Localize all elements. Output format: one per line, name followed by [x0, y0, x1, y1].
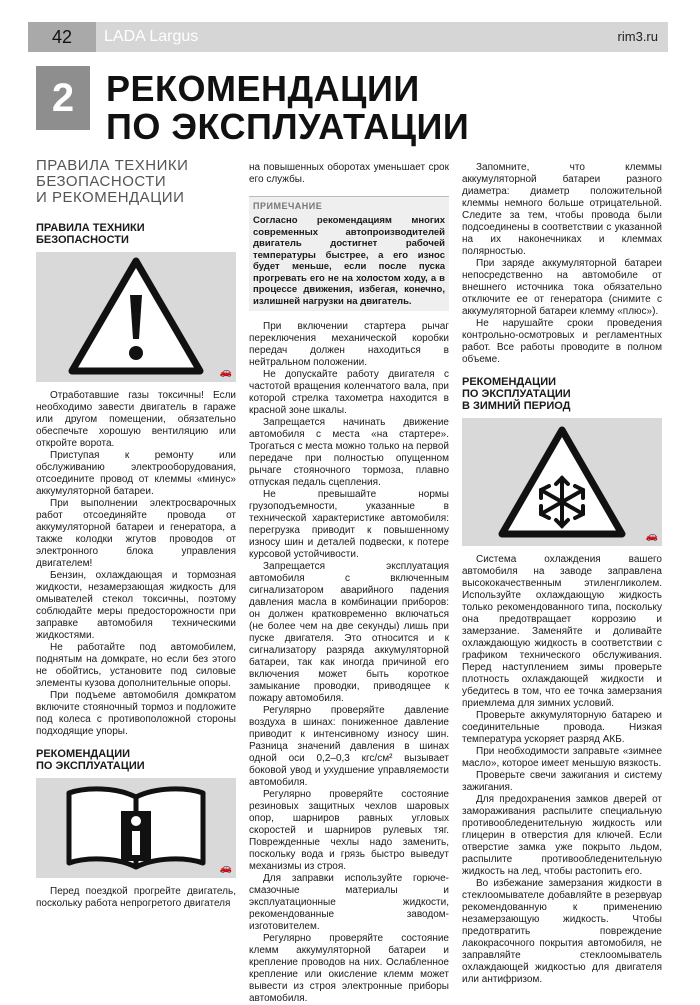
chapter-title-line1: РЕКОМЕНДАЦИИ: [106, 68, 420, 109]
column-right: [462, 162, 662, 986]
subheading-winter-line2: ПО ЭКСПЛУАТАЦИИ: [462, 388, 571, 400]
section-title-line1: ПРАВИЛА ТЕХНИКИ: [36, 157, 189, 174]
paragraph: Перед поездкой прогрейте двигатель, поскольку работа непрогретого двигателя: [36, 886, 236, 909]
paragraph: Не работайте под автомобилем, поднятым на домкрате, но если без этого не обойтись, установите под силовые элементы кузова дополнительные опоры.: [36, 642, 236, 689]
subheading-safety-line1: ПРАВИЛА ТЕХНИКИ: [36, 222, 145, 234]
chapter-number: 2: [36, 66, 90, 130]
chapter-title-line2: ПО ЭКСПЛУАТАЦИИ: [106, 106, 470, 147]
snowflake-warning-icon: [496, 424, 628, 540]
paragraph: Запомните, что клеммы аккумуляторной батареи разного диаметра: диаметр положительной клеммы немного больше отрицательной. Следите за тем, чтобы провода были подсоединены в соответствии с указанной на их наконечниках и клеммах полярностью.: [462, 162, 662, 257]
subheading-winter: [462, 376, 662, 412]
subheading-safety: [36, 222, 236, 246]
page-header: [28, 22, 668, 52]
paragraph: Регулярно проверяйте давление воздуха в шинах: пониженное давление приводит к интенсивному износу шин. Разница значений давления в шинах одной оси 0,2–0,3 кгс/см² вызывает боковой увод и ухудшение управляемости автомобиля.: [249, 705, 449, 788]
paragraph: Проверьте свечи зажигания и систему зажигания.: [462, 770, 662, 793]
paragraph: При подъеме автомобиля домкратом включите стояночный тормоз и подложите под колеса с противоположной стороны подходящие упоры.: [36, 690, 236, 737]
paragraph: Проверьте аккумуляторную батарею и соединительные провода. Низкая температура ускоряет разряд АКБ.: [462, 710, 662, 745]
subheading-operation: [36, 748, 236, 772]
paragraph: При выполнении электросварочных работ отсоединяйте провода от аккумуляторной батареи и генератора, а также колодки жгутов проводов от электронного блока управления двигателем!: [36, 498, 236, 569]
paragraph: на повышенных оборотах уменьшает срок его службы.: [249, 162, 449, 185]
page-number: 42: [28, 22, 96, 52]
note-box: [249, 196, 449, 311]
subheading-operation-line1: РЕКОМЕНДАЦИИ: [36, 748, 131, 760]
section-title-line2: БЕЗОПАСНОСТИ: [36, 173, 167, 190]
note-label: ПРИМЕЧАНИЕ: [253, 201, 323, 211]
paragraph: Запрещается эксплуатация автомобиля с включенным сигнализатором аварийного падения давления масла в комбинации приборов: он должен кратковременно включаться (не более чем на две секунды) лишь при пуске двигателя. Это относится и к сигнализатору разряда аккумуляторной батареи, так как иногда причиной его включения может быть короткое замыкание проводки, приводящее к пожару автомобиля.: [249, 561, 449, 704]
car-icon: 🚗: [219, 367, 232, 378]
manual-figure: [36, 778, 236, 878]
paragraph: При заряде аккумуляторной батареи непосредственно на автомобиле от внешнего источника тока обязательно отключите ее от генератора (снимите с аккумуляторной батареи клемму «плюс»).: [462, 258, 662, 317]
paragraph: Не превышайте нормы грузоподъемности, указанные в технической характеристике автомобиля: перегрузка приводит к повышенному износу шин и деталей подвески, к потере курсовой устойчивости.: [249, 489, 449, 560]
paragraph: Не нарушайте сроки проведения контрольно-осмотровых и регламентных работ. Все работы проводите в полном объеме.: [462, 318, 662, 365]
paragraph: Запрещается начинать движение автомобиля с места «на стартере». Трогаться с места можно только на первой передаче при полностью опущенном рычаге стояночного тормоза, плавно отпуская педаль сцепления.: [249, 417, 449, 488]
paragraph: Не допускайте работу двигателя с частотой вращения коленчатого вала, при которой стрелка тахометра находится в красной зоне шкалы.: [249, 369, 449, 416]
section-title: [36, 158, 236, 206]
section-title-line3: И РЕКОМЕНДАЦИИ: [36, 189, 185, 206]
subheading-winter-line3: В ЗИМНИЙ ПЕРИОД: [462, 400, 571, 412]
paragraph: Для предохранения замков дверей от замораживания распылите специальную противообледенительную жидкость или глицерин в отверстия для ключей. Если отверстие замка уже покрыто льдом, распылите противообледенительную жидкость на лед, чтобы растопить его.: [462, 794, 662, 877]
book-info-icon: [61, 783, 211, 873]
paragraph: Бензин, охлаждающая и тормозная жидкости, незамерзающая жидкость для омывателей стекол токсичны, поэтому соблюдайте меры предосторожности при заправке автомобиля техническими жидкостями.: [36, 570, 236, 641]
car-icon: 🚗: [645, 531, 658, 542]
warning-triangle-icon: [68, 257, 204, 377]
paragraph: При необходимости заправьте «зимнее масло», которое имеет меньшую вязкость.: [462, 746, 662, 769]
paragraph: Регулярно проверяйте состояние резиновых защитных чехлов шаровых опор, шарниров равных угловых скоростей и шарниров рулевых тяг. Поврежденные чехлы надо заменить, поскольку вода и грязь быстро выведут механизмы из строя.: [249, 789, 449, 872]
paragraph: Для заправки используйте горюче-смазочные материалы и эксплуатационные жидкости, рекомендованные заводом-изготовителем.: [249, 873, 449, 932]
site-name: rim3.ru: [617, 29, 658, 44]
subheading-winter-line1: РЕКОМЕНДАЦИИ: [462, 376, 557, 388]
paragraph: Система охлаждения вашего автомобиля на заводе заправлена высококачественным этиленгликолем. Используйте охлаждающую жидкость только рекомендованного типа, поскольку она предотвращает коррозию и замерзание. Заменяйте и доливайте охлаждающую жидкость в соответствии с графиком технического обслуживания. Перед наступлением зимы проверьте плотность охлаждающей жидкости и убедитесь в том, что ее точка замерзания приемлема для зимних условий.: [462, 554, 662, 709]
winter-figure: [462, 418, 662, 546]
subheading-safety-line2: БЕЗОПАСНОСТИ: [36, 234, 129, 246]
book-title: LADA Largus: [104, 28, 199, 45]
note-text: Согласно рекомендациям многих современных автопроизводителей двигатель достигнет рабочей температуры быстрее, а его износ будет меньше, если после пуска прогревать его не на холостом ходу, а в процессе движения, избегая, конечно, излишней нагрузки на двигатель.: [253, 215, 445, 307]
paragraph: Регулярно проверяйте состояние клемм аккумуляторной батареи и крепление проводов на них. Ослабленное крепление или окисление клемм может вывести из строя электронные приборы автомобиля.: [249, 933, 449, 1004]
column-left: [36, 158, 236, 910]
chapter-title: [106, 70, 666, 146]
paragraph: Отработавшие газы токсичны! Если необходимо завести двигатель в гараже или другом помещении, обязательно обеспечьте хорошую вентиляцию или откройте ворота.: [36, 390, 236, 449]
car-icon: 🚗: [219, 863, 232, 874]
warning-figure: [36, 252, 236, 382]
paragraph: Во избежание замерзания жидкости в стеклоомывателе добавляйте в резервуар рекомендованную к применению незамерзающую жидкость. Чтобы предотвратить повреждение лакокрасочного покрытия автомобиля, не заправляйте стеклоомыватель охлаждающей жидкостью для двигателя или антифризом.: [462, 878, 662, 985]
subheading-operation-line2: ПО ЭКСПЛУАТАЦИИ: [36, 760, 145, 772]
paragraph: При включении стартера рычаг переключения механической коробки передач должен находиться в нейтральном положении.: [249, 321, 449, 368]
column-middle: [249, 162, 449, 1005]
paragraph: Приступая к ремонту или обслуживанию электрооборудования, отсоедините провод от клеммы «минус» аккумуляторной батареи.: [36, 450, 236, 497]
